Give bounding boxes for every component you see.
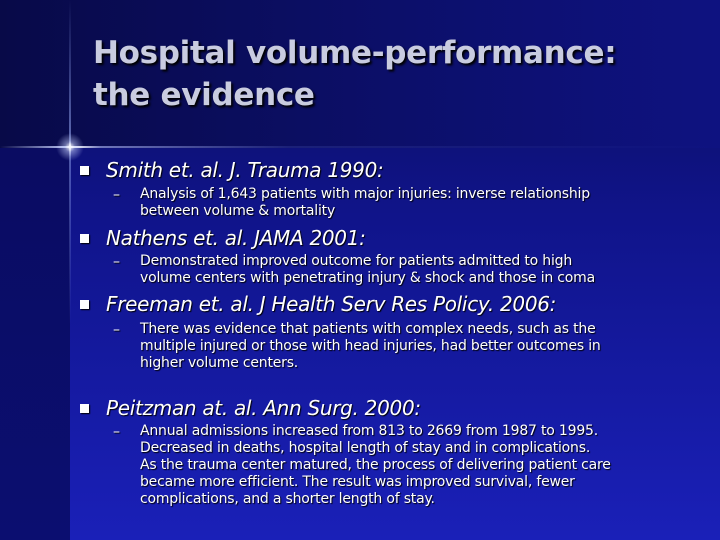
detail-line: multiple injured or those with head injuries, had better outcomes in bbox=[140, 338, 601, 354]
sub-bullet-dash: – bbox=[113, 187, 120, 203]
title-line-1: Hospital volume-performance: bbox=[93, 35, 617, 71]
detail-line: volume centers with penetrating injury & shock and those in coma bbox=[140, 270, 595, 286]
bullet-square-icon bbox=[80, 234, 89, 243]
detail-line: Decreased in deaths, hospital length of stay and in complications. bbox=[140, 440, 591, 456]
bullet-square-icon bbox=[80, 300, 89, 309]
detail-line: Analysis of 1,643 patients with major injuries: inverse relationship bbox=[140, 186, 590, 202]
bullet-detail-nathens bbox=[140, 253, 700, 287]
left-band bbox=[0, 148, 70, 540]
bullet-heading-freeman: Freeman et. al. J Health Serv Res Policy. 2006: bbox=[106, 292, 557, 316]
sub-bullet-dash: – bbox=[113, 322, 120, 338]
bullet-heading-peitzman: Peitzman at. al. Ann Surg. 2000: bbox=[106, 396, 421, 420]
bullet-square-icon bbox=[80, 404, 89, 413]
detail-line: There was evidence that patients with complex needs, such as the bbox=[140, 321, 596, 337]
bullet-detail-peitzman bbox=[140, 423, 700, 508]
detail-line: higher volume centers. bbox=[140, 355, 299, 371]
sub-bullet-dash: – bbox=[113, 424, 120, 440]
sparkle-vertical-line bbox=[69, 0, 71, 540]
detail-line: became more efficient. The result was improved survival, fewer bbox=[140, 474, 575, 490]
bullet-heading-nathens: Nathens et. al. JAMA 2001: bbox=[106, 226, 366, 250]
detail-line: Annual admissions increased from 813 to 2669 from 1987 to 1995. bbox=[140, 423, 598, 439]
bullet-detail-smith bbox=[140, 186, 700, 220]
sparkle-horizontal-line bbox=[0, 146, 720, 148]
bullet-heading-smith: Smith et. al. J. Trauma 1990: bbox=[106, 158, 384, 182]
sparkle-star-icon bbox=[56, 133, 84, 161]
slide-title bbox=[93, 32, 616, 116]
detail-line: As the trauma center matured, the process of delivering patient care bbox=[140, 457, 611, 473]
title-line-2: the evidence bbox=[93, 77, 315, 113]
detail-line: between volume & mortality bbox=[140, 203, 336, 219]
detail-line: complications, and a shorter length of stay. bbox=[140, 491, 435, 507]
sub-bullet-dash: – bbox=[113, 254, 120, 270]
detail-line: Demonstrated improved outcome for patients admitted to high bbox=[140, 253, 572, 269]
bullet-square-icon bbox=[80, 166, 89, 175]
bullet-detail-freeman bbox=[140, 321, 700, 372]
